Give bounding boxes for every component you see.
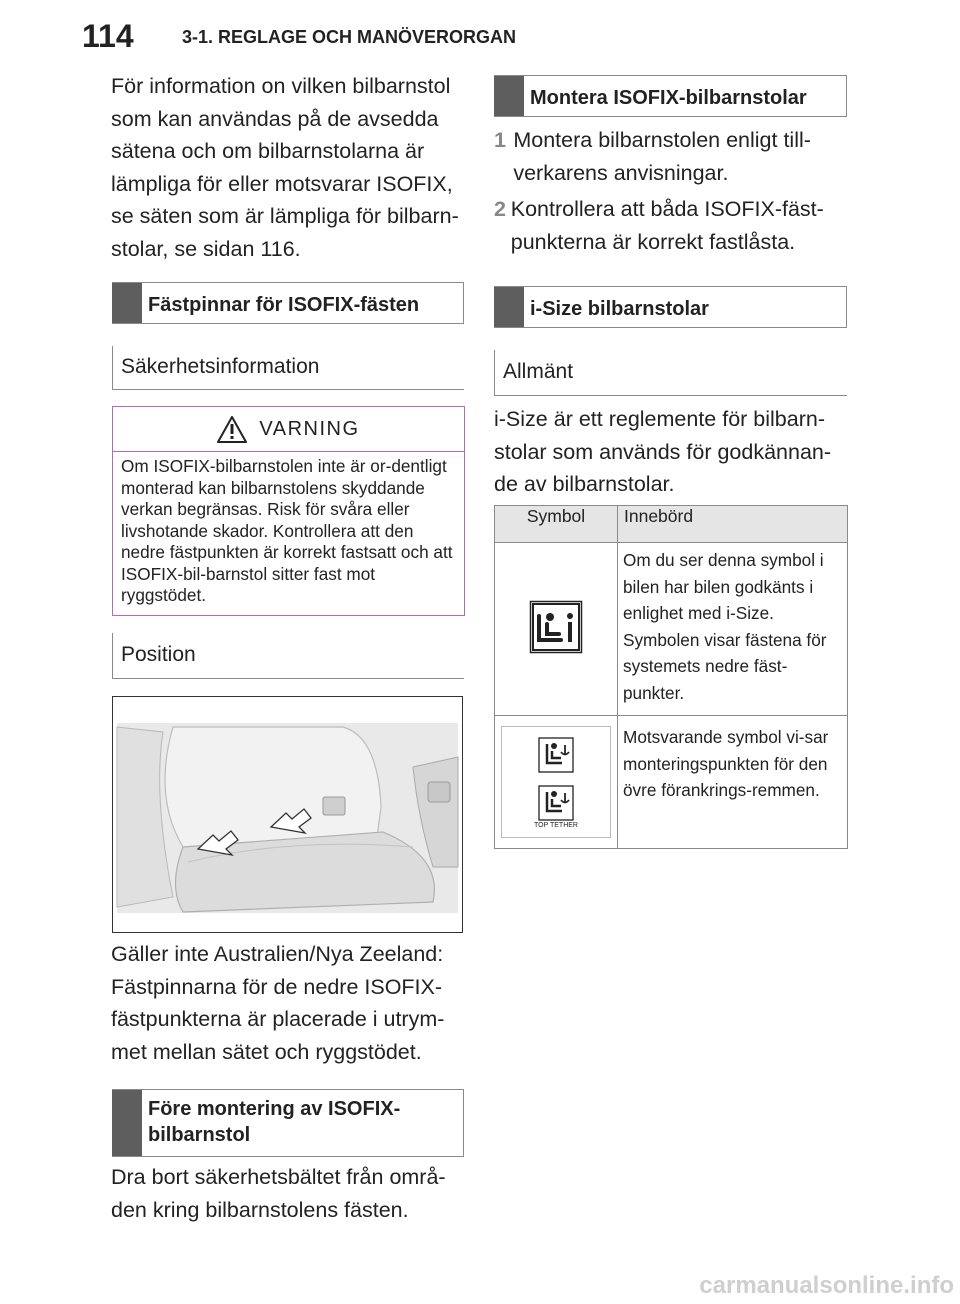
- symbol-table: [494, 505, 848, 849]
- heading-bar: [112, 283, 142, 323]
- warning-triangle-icon: [217, 416, 247, 443]
- warning-text: Om ISOFIX-bilbarnstolen inte är or-dentligt monterad kan bilbarnstolens skyddande verkan begränsas. Risk för svåra eller livshotande skador. Kontrollera att den nedre fästpunkten är korrekt fastsatt och att ISOFIX-bil-barnstol sitter fast mot ryggstödet.: [121, 456, 453, 605]
- top-tether-symbol-frame: [501, 726, 611, 838]
- warning-box: [112, 406, 465, 616]
- heading-text: Före montering av ISOFIX-bilbarnstol: [148, 1098, 401, 1146]
- step-2: [494, 193, 844, 258]
- top-tether-label: TOP TETHER: [534, 822, 578, 829]
- section-heading-fore-montering: [112, 1089, 464, 1157]
- seat-drawing: [113, 697, 462, 932]
- section-heading-fastpinnar: [112, 282, 464, 324]
- isofix-seat-illustration: [112, 696, 463, 933]
- heading-text: Montera ISOFIX-bilbarnstolar: [530, 87, 807, 109]
- top-tether-meaning: Motsvarande symbol vi-sar monteringspunkten för den övre förankrings-remmen.: [618, 716, 848, 849]
- step-text: Montera bilbarnstolen enligt till-verkarens anvisningar.: [513, 128, 811, 185]
- intro-paragraph: För information on vilken bilbarnstol som kan användas på de avsedda sätena och om bilbarnstolarna är lämpliga för eller motsvarar ISOFIX, se säten som är lämpliga för bilbarn-stolar, se sidan 116.: [111, 74, 459, 261]
- isize-meaning: Om du ser denna symbol i bilen har bilen godkänts i enlighet med i-Size. Symbolen visar fästena för systemets nedre fäst-punkter.: [618, 543, 848, 716]
- column-header-symbol: Symbol: [495, 506, 618, 543]
- section-heading-isize: [494, 286, 847, 328]
- subheading-sakerhetsinformation: Säkerhetsinformation: [112, 346, 464, 390]
- top-tether-anchor-icon: [538, 785, 574, 821]
- heading-text: i-Size bilbarnstolar: [530, 298, 709, 320]
- outro-paragraph: Dra bort säkerhetsbältet från områ-den kring bilbarnstolens fästen.: [111, 1165, 446, 1222]
- column-header-innebord: Innebörd: [618, 506, 848, 543]
- isofix-location-paragraph: Gäller inte Australien/Nya Zeeland: Fästpinnarna för de nedre ISOFIX-fästpunkterna är placerade i utrym-met mellan sätet och ryggstödet.: [111, 942, 445, 1064]
- subheading-allmant: Allmänt: [494, 350, 847, 396]
- chapter-title: 3-1. REGLAGE OCH MANÖVERORGAN: [182, 27, 517, 47]
- step-text: Kontrollera att båda ISOFIX-fäst-punkterna är korrekt fastlåsta.: [510, 197, 824, 254]
- page-number: 114: [82, 18, 134, 54]
- heading-text: Fästpinnar för ISOFIX-fästen: [148, 294, 420, 316]
- section-heading-montera: [494, 75, 847, 117]
- warning-header: [113, 407, 464, 452]
- step-number: 1: [494, 128, 506, 152]
- isize-symbol-cell: [495, 543, 618, 716]
- top-tether-anchor-icon: [538, 737, 574, 773]
- heading-bar: [494, 287, 524, 327]
- heading-bar: [494, 76, 524, 116]
- top-tether-symbol-cell: [495, 716, 618, 849]
- heading-bar: [112, 1090, 142, 1156]
- warning-title: VARNING: [259, 417, 360, 440]
- isize-seat-icon: [529, 600, 583, 654]
- watermark: carmanualsonline.info: [699, 1272, 954, 1299]
- subheading-position: Position: [112, 633, 464, 679]
- isize-paragraph: i-Size är ett reglemente för bilbarn-stolar som används för godkännan-de av bilbarnstolar.: [494, 407, 832, 496]
- step-1: [494, 124, 844, 189]
- step-number: 2: [494, 197, 506, 221]
